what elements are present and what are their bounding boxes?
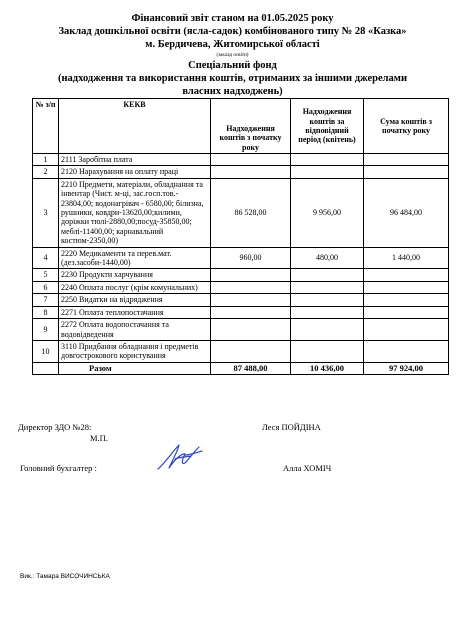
report-title: Фінансовий звіт станом на 01.05.2025 року (131, 13, 334, 24)
row-kekv-cell: 2272 Оплата водопостачання та водовідведення (59, 319, 211, 341)
row-period-cell: 480,00 (291, 247, 364, 269)
row-period-cell (291, 294, 364, 306)
row-num-cell: 3 (33, 178, 59, 247)
accountant-signature-image (155, 441, 205, 475)
row-sum-cell (364, 281, 449, 293)
institution-city: м. Бердичева, Житомирської області (145, 39, 320, 50)
total-row (33, 362, 449, 374)
row-start-cell (211, 281, 291, 293)
director-title: Директор ЗДО №28: (18, 422, 92, 432)
table-row (33, 166, 449, 178)
col-header-start: Надходження коштів з початку року (211, 99, 291, 154)
row-sum-cell (364, 269, 449, 281)
total-label: Разом (59, 362, 211, 374)
row-start-cell (211, 166, 291, 178)
row-sum-cell (364, 340, 449, 362)
row-period-cell: 9 956,00 (291, 178, 364, 247)
row-num-cell: 8 (33, 306, 59, 318)
fund-subtitle-line1: (надходження та використання коштів, отриманих за іншими джерелами (58, 73, 407, 84)
table-row (33, 306, 449, 318)
accountant-name: Алла ХОМІЧ (283, 463, 332, 473)
total-sum: 97 924,00 (364, 362, 449, 374)
row-sum-cell (364, 319, 449, 341)
finance-table (32, 98, 449, 375)
table-row (33, 340, 449, 362)
table-row (33, 281, 449, 293)
table-row (33, 269, 449, 281)
row-kekv-cell: 2240 Оплата послуг (крім комунальних) (59, 281, 211, 293)
row-start-cell (211, 340, 291, 362)
row-start-cell (211, 319, 291, 341)
col-header-num: № з/п (33, 99, 59, 154)
row-period-cell (291, 166, 364, 178)
row-kekv-cell: 2250 Видатки на відрядження (59, 294, 211, 306)
accountant-title: Головний бухгалтер : (20, 463, 97, 473)
row-period-cell (291, 269, 364, 281)
row-start-cell (211, 294, 291, 306)
table-row (33, 178, 449, 247)
row-sum-cell (364, 166, 449, 178)
row-kekv-cell: 2220 Медикаменти та перев.мат. (дез.засоби-1440,00) (59, 247, 211, 269)
row-num-cell: 9 (33, 319, 59, 341)
total-start: 87 488,00 (211, 362, 291, 374)
row-start-cell: 960,00 (211, 247, 291, 269)
row-sum-cell (364, 294, 449, 306)
institution-name: Заклад дошкільної освіти (ясла-садок) комбінованого типу № 28 «Казка» (58, 26, 407, 37)
row-sum-cell (364, 154, 449, 166)
row-sum-cell: 96 484,00 (364, 178, 449, 247)
fund-subtitle-line2: власних надходжень) (182, 86, 283, 97)
row-sum-cell (364, 306, 449, 318)
col-header-kekv: КЕКВ (59, 99, 211, 154)
row-num-cell: 10 (33, 340, 59, 362)
row-num-cell: 1 (33, 154, 59, 166)
row-num-cell: 5 (33, 269, 59, 281)
total-num-cell (33, 362, 59, 374)
row-sum-cell: 1 440,00 (364, 247, 449, 269)
director-name: Леся ПОЙДІНА (262, 422, 321, 432)
row-period-cell (291, 319, 364, 341)
fund-title: Спеціальний фонд (188, 60, 277, 71)
row-num-cell: 6 (33, 281, 59, 293)
row-start-cell: 86 528,00 (211, 178, 291, 247)
row-start-cell (211, 269, 291, 281)
col-header-sum: Сума коштів з початку року (364, 99, 449, 154)
table-row (33, 319, 449, 341)
col-header-period: Надходження коштів за відповідний період (квітень) (291, 99, 364, 154)
row-kekv-cell: 3110 Придбання обладнання і предметів довгострокового користування (59, 340, 211, 362)
row-start-cell (211, 154, 291, 166)
table-row (33, 154, 449, 166)
row-num-cell: 4 (33, 247, 59, 269)
row-kekv-cell: 2230 Продукти харчування (59, 269, 211, 281)
row-num-cell: 7 (33, 294, 59, 306)
stamp-label: М.П. (90, 433, 108, 443)
row-period-cell (291, 154, 364, 166)
row-period-cell (291, 306, 364, 318)
row-kekv-cell: 2271 Оплата теплопостачання (59, 306, 211, 318)
row-kekv-cell: 2120 Нарахування на оплату праці (59, 166, 211, 178)
row-period-cell (291, 281, 364, 293)
row-num-cell: 2 (33, 166, 59, 178)
table-row (33, 247, 449, 269)
row-start-cell (211, 306, 291, 318)
institution-caption: (заклад освіти) (216, 53, 249, 58)
row-kekv-cell: 2210 Предмети, матеріали, обладнання та інвентар (Чист. м-ці, зас.госп.тов.- 23804,00; водонагрівач - 6580,00; білизна, рушники, ковдри-13620,00;килими, доріжки тюлі-2880,00;посуд-35850,00; меблі-11400,00; карнавальний костюм-2350,00) (59, 178, 211, 247)
row-period-cell (291, 340, 364, 362)
row-kekv-cell: 2111 Заробітна плата (59, 154, 211, 166)
executor-note: Вик.: Тамара ВИСОЧИНСЬКА (20, 573, 110, 580)
total-period: 10 436,00 (291, 362, 364, 374)
table-row (33, 294, 449, 306)
